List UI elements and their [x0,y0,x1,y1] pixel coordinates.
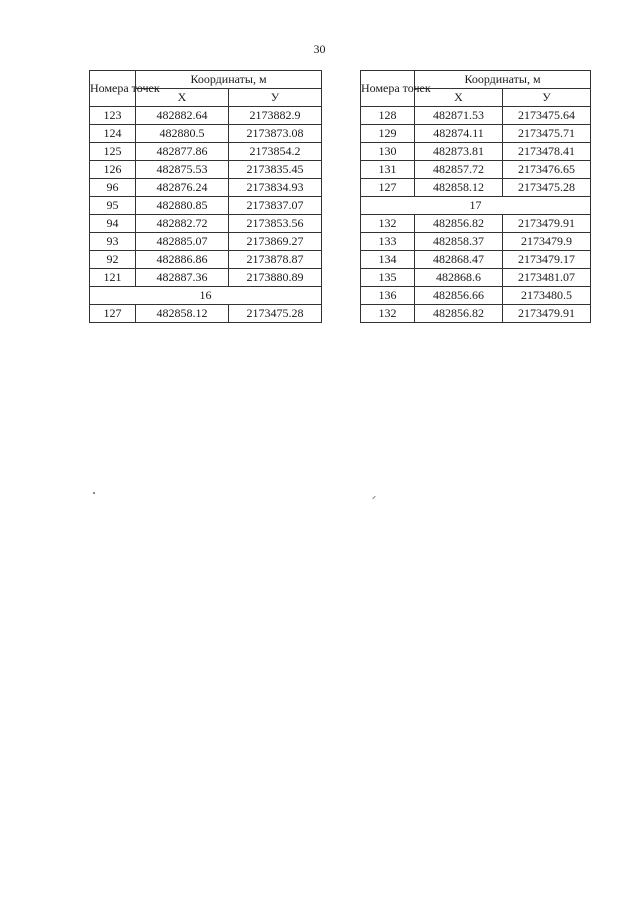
y-coordinate: 2173475.28 [229,305,322,323]
x-coordinate: 482871.53 [415,107,503,125]
table-row [361,251,591,269]
x-coordinate: 482858.12 [136,305,229,323]
y-coordinate: 2173834.93 [229,179,322,197]
y-coordinate: 2173476.65 [503,161,591,179]
point-number: 134 [361,251,415,269]
table-body [90,107,322,323]
table-row [90,197,322,215]
y-coordinate: 2173873.08 [229,125,322,143]
table-row [361,215,591,233]
table-row [90,251,322,269]
y-coordinate: 2173481.07 [503,269,591,287]
y-coordinate: 2173854.2 [229,143,322,161]
x-header: X [136,89,229,107]
coordinates-header: Координаты, м [136,71,322,89]
x-coordinate: 482856.66 [415,287,503,305]
y-coordinate: 2173835.45 [229,161,322,179]
x-coordinate: 482868.47 [415,251,503,269]
table-row [90,107,322,125]
x-coordinate: 482887.36 [136,269,229,287]
points-number-header: Номера точек [90,71,136,107]
x-coordinate: 482873.81 [415,143,503,161]
page-number: 30 [313,42,326,56]
table-row [361,179,591,197]
point-number: 93 [90,233,136,251]
y-coordinate: 2173479.9 [503,233,591,251]
point-number: 123 [90,107,136,125]
table-row [361,287,591,305]
scan-speck [372,496,376,500]
y-coordinate: 2173479.91 [503,305,591,323]
section-label: 16 [90,287,322,305]
table-row [90,179,322,197]
x-coordinate: 482868.6 [415,269,503,287]
table-row [361,143,591,161]
point-number: 127 [361,179,415,197]
point-number: 131 [361,161,415,179]
y-coordinate: 2173479.91 [503,215,591,233]
table-row [90,143,322,161]
table-row [90,215,322,233]
table-row [90,233,322,251]
x-coordinate: 482858.37 [415,233,503,251]
section-row [361,197,591,215]
point-number: 135 [361,269,415,287]
x-coordinate: 482858.12 [415,179,503,197]
y-coordinate: 2173478.41 [503,143,591,161]
points-number-header: Номера точек [361,71,415,107]
x-coordinate: 482886.86 [136,251,229,269]
y-coordinate: 2173853.56 [229,215,322,233]
x-coordinate: 482880.5 [136,125,229,143]
point-number: 130 [361,143,415,161]
y-coordinate: 2173837.07 [229,197,322,215]
point-number: 92 [90,251,136,269]
x-coordinate: 482880.85 [136,197,229,215]
point-number: 126 [90,161,136,179]
x-coordinate: 482856.82 [415,215,503,233]
point-number: 96 [90,179,136,197]
y-coordinate: 2173475.71 [503,125,591,143]
x-coordinate: 482882.72 [136,215,229,233]
point-number: 132 [361,215,415,233]
table-row [90,161,322,179]
table-body [361,107,591,323]
y-coordinate: 2173479.17 [503,251,591,269]
scan-speck [93,492,95,494]
coordinates-table-left [89,70,322,323]
point-number: 133 [361,233,415,251]
y-header: У [229,89,322,107]
point-number: 95 [90,197,136,215]
y-header: У [503,89,591,107]
point-number: 94 [90,215,136,233]
table-row [90,125,322,143]
y-coordinate: 2173882.9 [229,107,322,125]
y-coordinate: 2173878.87 [229,251,322,269]
table-row [361,161,591,179]
table-row [361,107,591,125]
x-coordinate: 482885.07 [136,233,229,251]
x-coordinate: 482874.11 [415,125,503,143]
point-number: 128 [361,107,415,125]
coordinates-table-right [360,70,591,323]
section-row [90,287,322,305]
point-number: 121 [90,269,136,287]
section-label: 17 [361,197,591,215]
table-row [361,125,591,143]
point-number: 132 [361,305,415,323]
x-header: X [415,89,503,107]
y-coordinate: 2173475.64 [503,107,591,125]
table-row [90,305,322,323]
coordinates-header: Координаты, м [415,71,591,89]
point-number: 136 [361,287,415,305]
x-coordinate: 482876.24 [136,179,229,197]
x-coordinate: 482856.82 [415,305,503,323]
point-number: 129 [361,125,415,143]
table-row [90,269,322,287]
x-coordinate: 482882.64 [136,107,229,125]
y-coordinate: 2173475.28 [503,179,591,197]
point-number: 125 [90,143,136,161]
table-row [361,305,591,323]
y-coordinate: 2173869.27 [229,233,322,251]
x-coordinate: 482875.53 [136,161,229,179]
x-coordinate: 482877.86 [136,143,229,161]
table-row [361,269,591,287]
point-number: 124 [90,125,136,143]
y-coordinate: 2173880.89 [229,269,322,287]
point-number: 127 [90,305,136,323]
y-coordinate: 2173480.5 [503,287,591,305]
table-row [361,233,591,251]
x-coordinate: 482857.72 [415,161,503,179]
